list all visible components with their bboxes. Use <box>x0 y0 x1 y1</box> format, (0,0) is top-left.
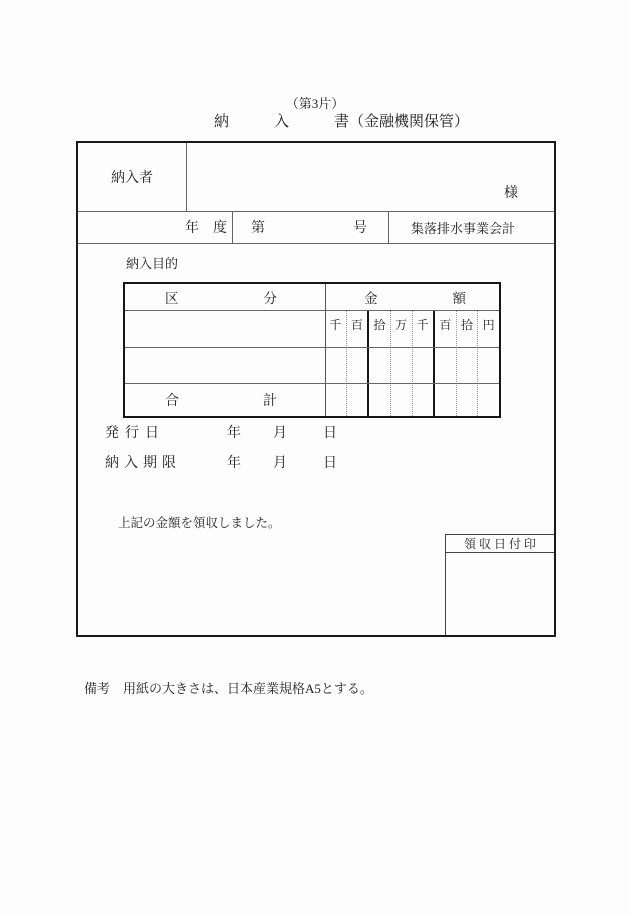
digit-header-cell: 百 <box>433 310 456 416</box>
honorific-sama: 様 <box>504 186 518 201</box>
payer-label: 納入者 <box>111 171 153 186</box>
amount-digit-columns <box>325 310 499 416</box>
receipt-stamp-box <box>445 534 554 635</box>
number-prefix-dai: 第 <box>251 221 265 236</box>
category-header-left: 区 <box>165 291 179 306</box>
category-amount-divider <box>325 284 326 416</box>
payer-divider-line <box>186 143 187 211</box>
due-date-label: 納入期限 <box>105 456 181 471</box>
entry-row-category-cell <box>125 347 325 383</box>
slip-part-number: （第3片） <box>285 96 345 111</box>
total-row-cell <box>125 383 325 416</box>
digit-header-cell: 拾 <box>367 310 390 416</box>
digit-header-cell: 拾 <box>456 310 478 416</box>
digit-header-cell: 万 <box>390 310 412 416</box>
stamp-box-title: 領 収 日 付 印 <box>446 535 554 553</box>
fiscal-year-cell <box>78 211 232 243</box>
category-header-cell <box>125 284 325 310</box>
account-label: 集落排水事業会計 <box>410 220 515 236</box>
form-title: 納 入 書（金融機関保管） <box>214 114 470 130</box>
amount-table <box>123 282 501 418</box>
digit-header-cell: 千 <box>412 310 434 416</box>
amount-header-right: 額 <box>452 291 466 306</box>
slip-serial-cell <box>232 211 388 243</box>
account-cell <box>388 211 554 243</box>
receipt-statement: 上記の金額を領収しました。 <box>118 516 281 530</box>
due-day-label: 日 <box>323 456 337 471</box>
issue-day-label: 日 <box>323 426 337 441</box>
digit-header-cell: 円 <box>477 310 499 416</box>
due-month-label: 月 <box>273 456 287 471</box>
digit-header-cell: 百 <box>346 310 368 416</box>
issue-date-label: 発行日 <box>105 426 165 441</box>
digit-header-cell: 千 <box>329 318 342 332</box>
remarks-note: 備考 用紙の大きさは、日本産業規格A5とする。 <box>84 681 373 696</box>
issue-month-label: 月 <box>273 426 287 441</box>
form-outer-border <box>76 141 556 637</box>
entry-row-category-cell <box>125 310 325 347</box>
due-year-label: 年 <box>227 456 241 471</box>
payer-name-cell <box>186 143 554 211</box>
fiscal-year-label: 年 度 <box>185 221 227 236</box>
row-divider-line <box>78 243 554 244</box>
total-label-right: 計 <box>263 393 277 409</box>
amount-header-left: 金 <box>364 291 378 306</box>
stamp-area <box>446 553 554 637</box>
category-header-right: 分 <box>263 291 277 306</box>
issue-year-label: 年 <box>227 426 241 441</box>
purpose-label: 納入目的 <box>126 256 179 271</box>
payer-label-cell <box>78 143 186 211</box>
amount-header-cell <box>325 284 499 310</box>
total-label-left: 合 <box>165 393 179 409</box>
number-suffix-go: 号 <box>353 221 367 236</box>
